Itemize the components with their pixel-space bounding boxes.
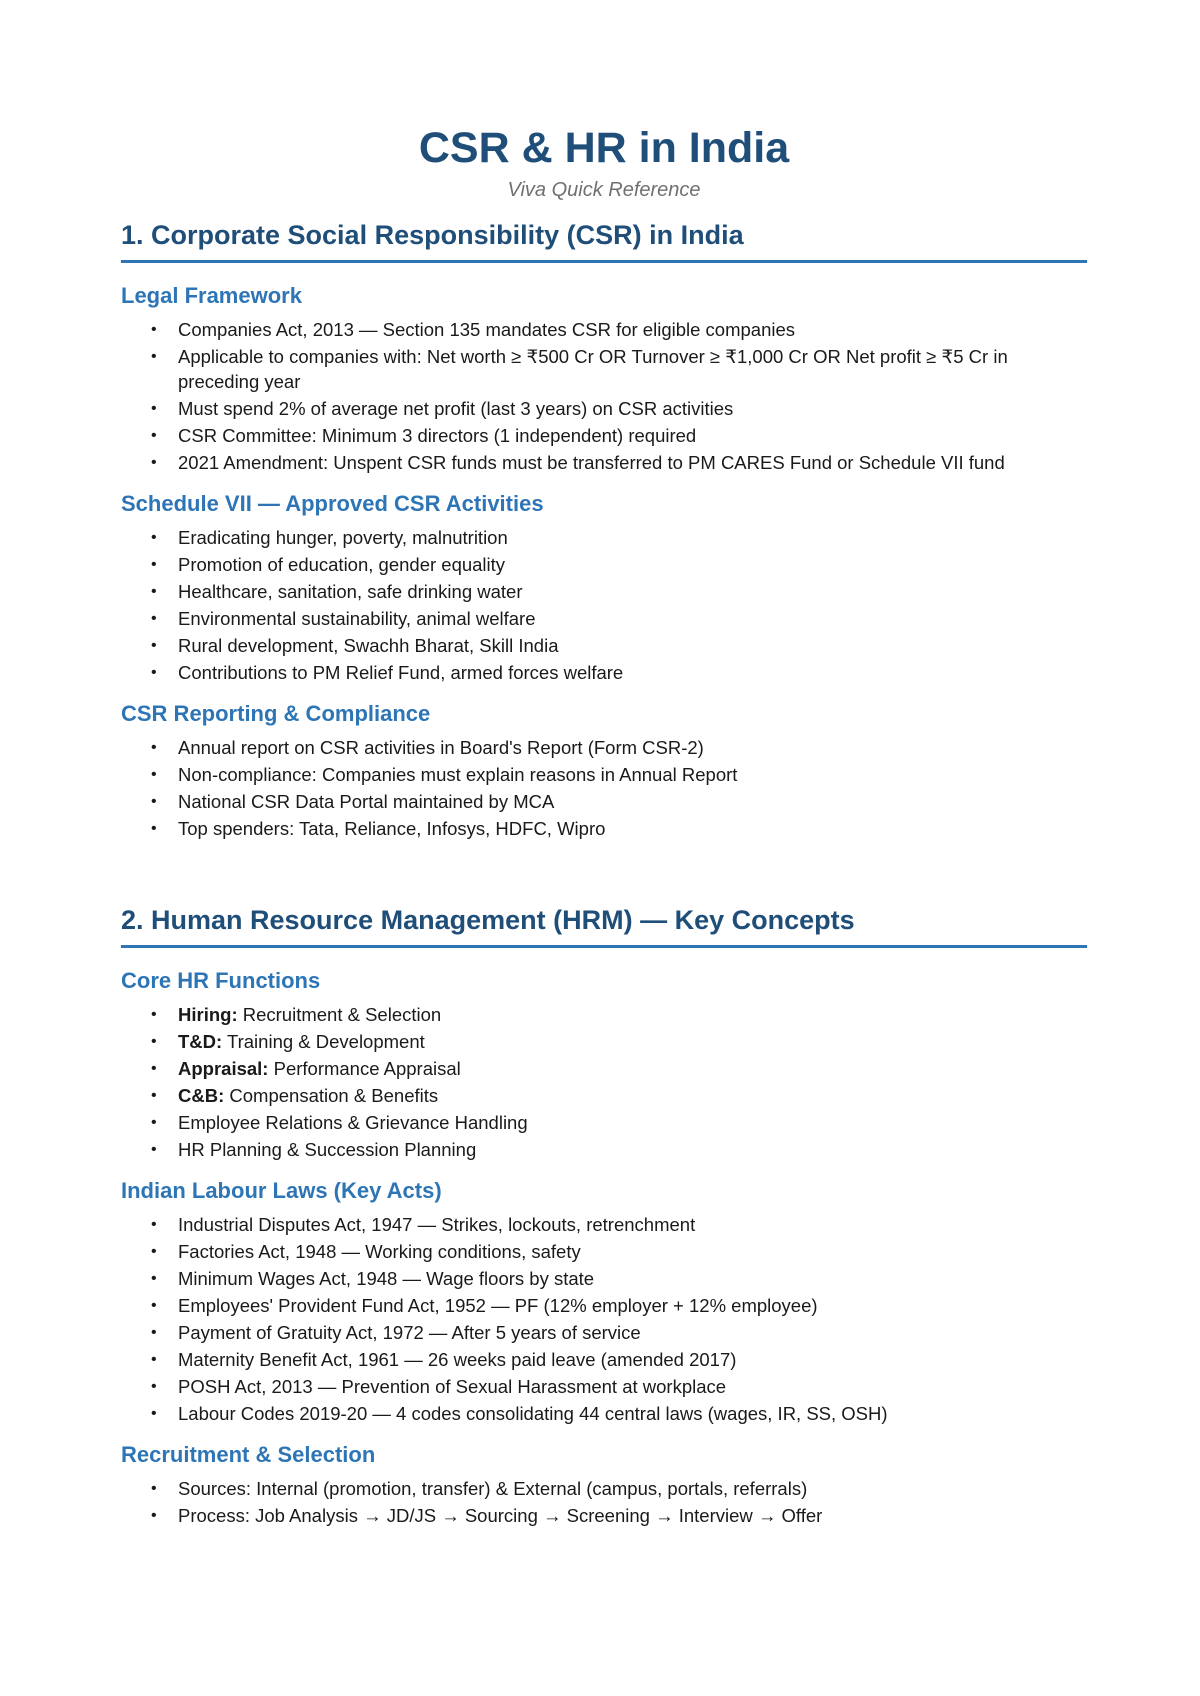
list-item: • CSR Committee: Minimum 3 directors (1 independent) required bbox=[121, 423, 1087, 448]
list-item: • Promotion of education, gender equality bbox=[121, 552, 1087, 577]
section-heading-hrm: 2. Human Resource Management (HRM) — Key Concepts bbox=[121, 903, 1087, 948]
list-item: • Non-compliance: Companies must explain reasons in Annual Report bbox=[121, 762, 1087, 787]
list-item: • Applicable to companies with: Net worth ≥ ₹500 Cr OR Turnover ≥ ₹1,000 Cr OR Net profit ≥ ₹5 Cr in preceding year bbox=[121, 344, 1087, 394]
subheading-core-hr: Core HR Functions bbox=[121, 968, 321, 993]
subheading-labour-laws: Indian Labour Laws (Key Acts) bbox=[121, 1178, 442, 1203]
term-text: Recruitment & Selection bbox=[237, 1004, 442, 1025]
list-item: • Factories Act, 1948 — Working conditions, safety bbox=[121, 1239, 1087, 1264]
list-item: • Annual report on CSR activities in Board's Report (Form CSR-2) bbox=[121, 735, 1087, 760]
term-text: Compensation & Benefits bbox=[224, 1085, 439, 1106]
document-content bbox=[121, 120, 1087, 1542]
list-item bbox=[121, 1137, 1087, 1162]
list-item: • Environmental sustainability, animal welfare bbox=[121, 606, 1087, 631]
list-item: • 2021 Amendment: Unspent CSR funds must be transferred to PM CARES Fund or Schedule VII fund bbox=[121, 450, 1087, 475]
list-item: • POSH Act, 2013 — Prevention of Sexual Harassment at workplace bbox=[121, 1374, 1087, 1399]
list-item: • Employees' Provident Fund Act, 1952 — PF (12% employer + 12% employee) bbox=[121, 1293, 1087, 1318]
list-item: • Top spenders: Tata, Reliance, Infosys, HDFC, Wipro bbox=[121, 816, 1087, 841]
list-schedule-vii bbox=[121, 525, 1087, 685]
list-item: • Healthcare, sanitation, safe drinking water bbox=[121, 579, 1087, 604]
list-item bbox=[121, 1002, 1087, 1027]
term-text: Performance Appraisal bbox=[268, 1058, 461, 1079]
list-item: • Eradicating hunger, poverty, malnutrition bbox=[121, 525, 1087, 550]
list-legal-framework bbox=[121, 317, 1087, 475]
list-labour-laws bbox=[121, 1212, 1087, 1426]
section-heading-csr: 1. Corporate Social Responsibility (CSR) in India bbox=[121, 218, 1087, 263]
list-item: • National CSR Data Portal maintained by MCA bbox=[121, 789, 1087, 814]
list-item: • Payment of Gratuity Act, 1972 — After 5 years of service bbox=[121, 1320, 1087, 1345]
list-item: • Contributions to PM Relief Fund, armed forces welfare bbox=[121, 660, 1087, 685]
list-recruitment bbox=[121, 1476, 1087, 1528]
list-item bbox=[121, 1029, 1087, 1054]
subheading-schedule-vii: Schedule VII — Approved CSR Activities bbox=[121, 491, 544, 516]
list-item bbox=[121, 1110, 1087, 1135]
list-csr-reporting bbox=[121, 735, 1087, 841]
list-item: • Sources: Internal (promotion, transfer) & External (campus, portals, referrals) bbox=[121, 1476, 1087, 1501]
subheading-legal-framework: Legal Framework bbox=[121, 283, 302, 308]
term-label: Appraisal: bbox=[178, 1058, 269, 1079]
section-spacer bbox=[121, 855, 1087, 903]
term-label: C&B: bbox=[178, 1085, 225, 1106]
list-item: • Industrial Disputes Act, 1947 — Strikes, lockouts, retrenchment bbox=[121, 1212, 1087, 1237]
list-item: • Companies Act, 2013 — Section 135 mandates CSR for eligible companies bbox=[121, 317, 1087, 342]
document-title: CSR & HR in India bbox=[418, 124, 790, 172]
list-item: • Minimum Wages Act, 1948 — Wage floors by state bbox=[121, 1266, 1087, 1291]
term-text: Training & Development bbox=[222, 1031, 425, 1052]
list-core-hr bbox=[121, 1002, 1087, 1162]
subheading-csr-reporting: CSR Reporting & Compliance bbox=[121, 701, 431, 726]
list-item bbox=[121, 1083, 1087, 1108]
term-label: Hiring: bbox=[178, 1004, 238, 1025]
list-item: • Maternity Benefit Act, 1961 — 26 weeks paid leave (amended 2017) bbox=[121, 1347, 1087, 1372]
list-item: • Process: Job Analysis → JD/JS → Sourcing → Screening → Interview → Offer bbox=[121, 1503, 1087, 1528]
list-item: • Must spend 2% of average net profit (last 3 years) on CSR activities bbox=[121, 396, 1087, 421]
term-label: T&D: bbox=[178, 1031, 223, 1052]
term-text: HR Planning & Succession Planning bbox=[178, 1139, 477, 1160]
list-item: • Labour Codes 2019-20 — 4 codes consolidating 44 central laws (wages, IR, SS, OSH) bbox=[121, 1401, 1087, 1426]
list-item: • Rural development, Swachh Bharat, Skill India bbox=[121, 633, 1087, 658]
document-subtitle: Viva Quick Reference bbox=[507, 179, 701, 201]
subheading-recruitment: Recruitment & Selection bbox=[121, 1442, 376, 1467]
term-text: Employee Relations & Grievance Handling bbox=[178, 1112, 528, 1133]
list-item bbox=[121, 1056, 1087, 1081]
